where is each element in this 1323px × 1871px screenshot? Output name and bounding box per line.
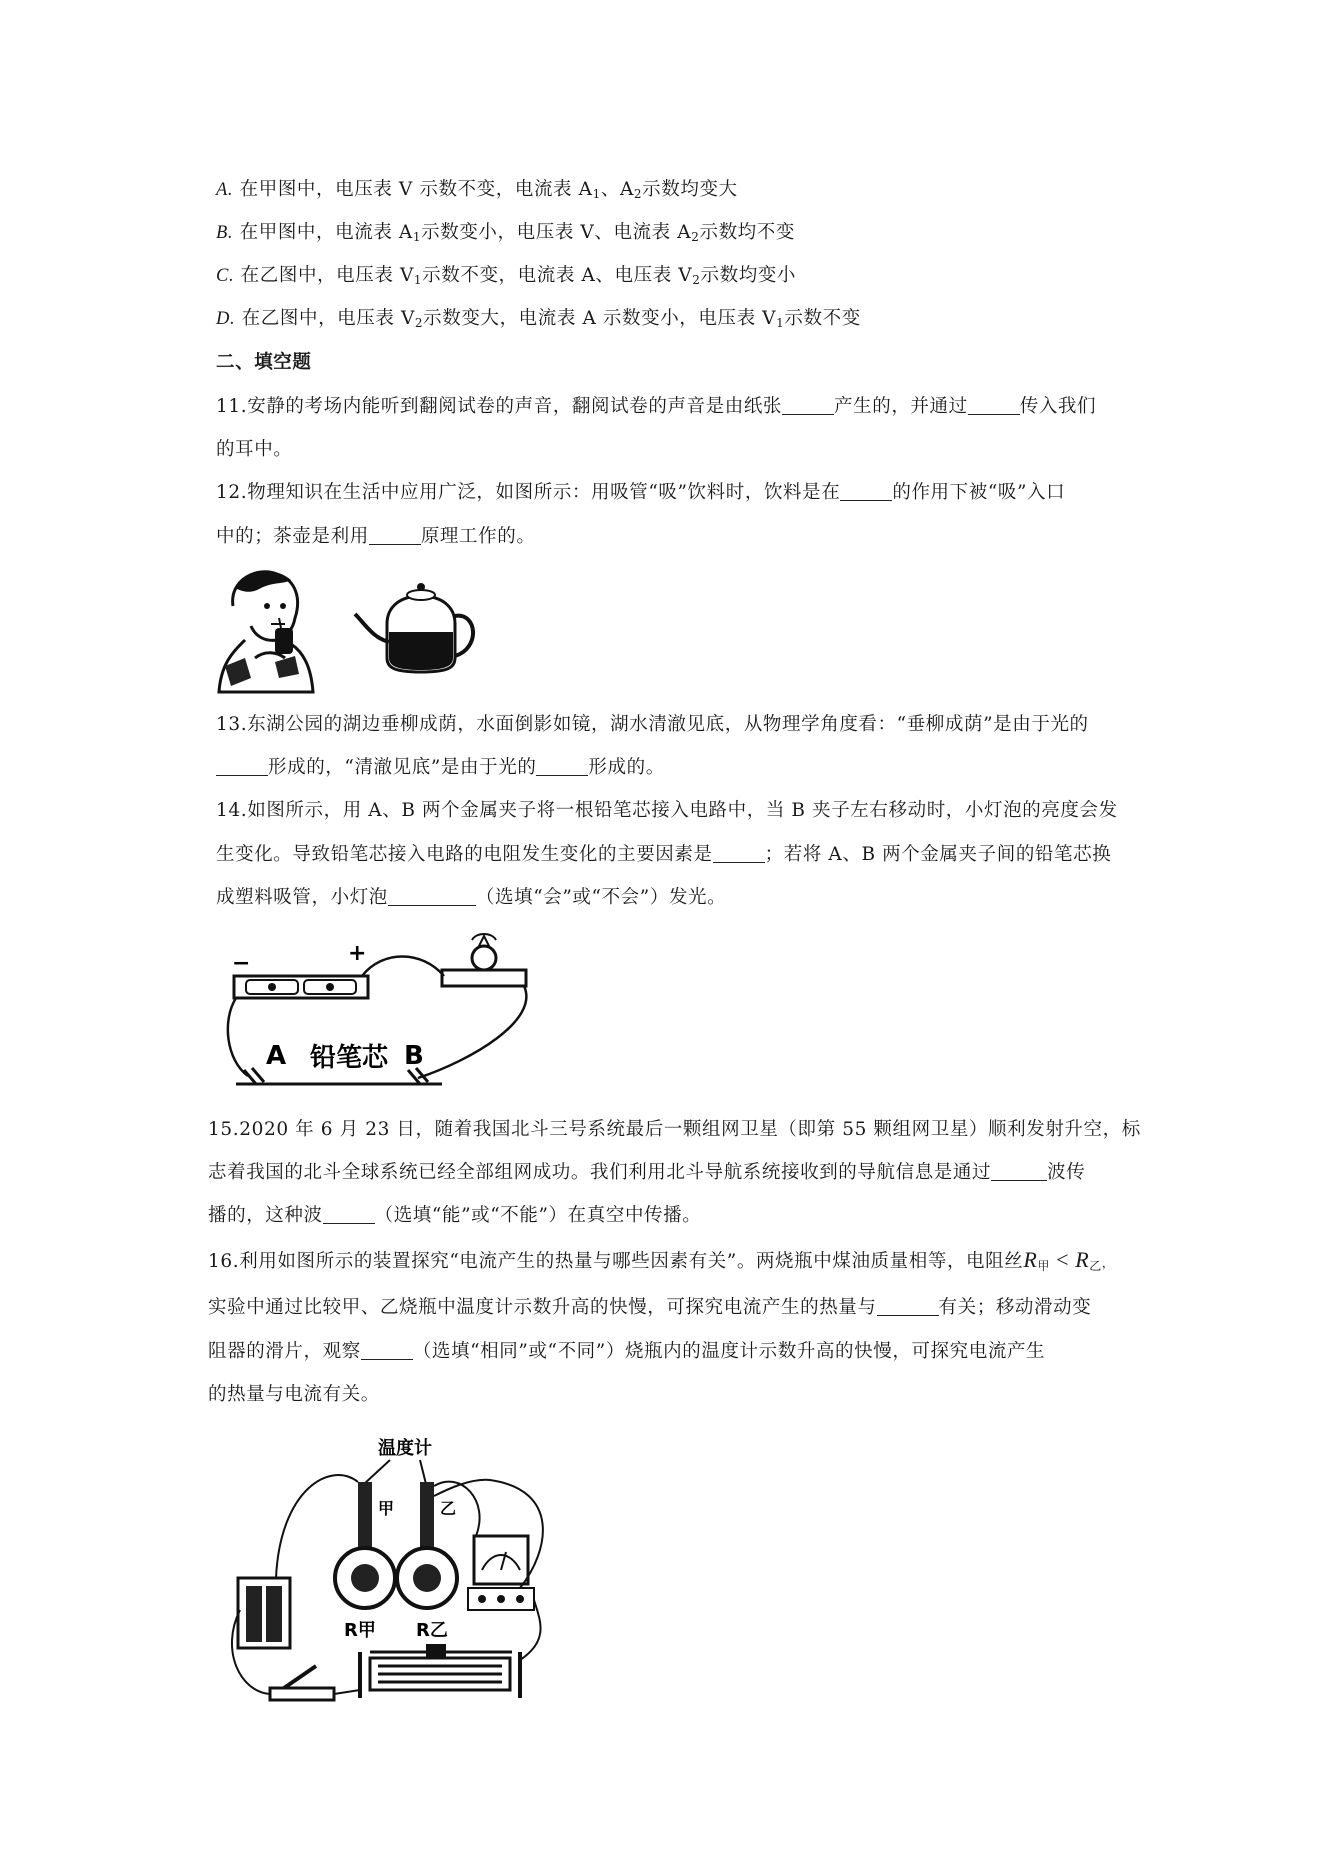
resistor-jia-label: R甲 <box>344 1620 376 1641</box>
option-b: B. 在甲图中，电流表 $A_1$示数变小，电压表 V、电流表 $A_2$示数均不变 <box>216 222 795 244</box>
option-letter: A. <box>216 180 234 200</box>
question-14-line-1: 14.如图所示，用 A、B 两个金属夹子将一根铅笔芯接入电路中，当 B 夹子左右移动时，小灯泡的亮度会发 <box>216 800 1118 821</box>
question-13-line-2: 形成的，“清澈见底”是由于光的 形成的。 <box>216 755 665 781</box>
answer-blank[interactable] <box>536 757 588 776</box>
figure-straw-and-teapot <box>215 566 515 696</box>
option-d: D. 在乙图中，电压表 $V_2$示数变大，电流表 A 示数变小，电压表 $V_1$示数不变 <box>216 308 861 330</box>
answer-blank[interactable] <box>877 1297 939 1316</box>
answer-blank[interactable] <box>968 396 1020 415</box>
option-a: A. 在甲图中，电压表 V 示数不变，电流表 $A_1$、$A_2$示数均变大 <box>216 179 738 201</box>
question-12-line-2: 中的；茶壶是利用 原理工作的。 <box>216 526 536 547</box>
teapot-illustration <box>355 583 473 672</box>
resistance-relation: $R_甲 < R_乙$ <box>1023 1247 1102 1273</box>
question-16-line-4: 的热量与电流有关。 <box>208 1384 380 1405</box>
clip-b-label: B <box>404 1041 424 1071</box>
battery-pack <box>238 1578 290 1648</box>
answer-blank[interactable] <box>323 1205 375 1224</box>
flask-jia-label: 甲 <box>378 1499 395 1518</box>
thermometer-label: 温度计 <box>378 1438 432 1459</box>
question-14-line-2: 生变化。导致铅笔芯接入电路的电阻发生变化的主要因素是 ；若将 A、B 两个金属夹子间的铅笔芯换 <box>216 844 1112 865</box>
question-14-line-3: 成塑料吸管，小灯泡 （选填“会”或“不会”）发光。 <box>216 887 727 908</box>
plus-sign: + <box>348 941 367 966</box>
boy-drinking-illustration <box>219 572 313 692</box>
answer-blank[interactable] <box>782 396 834 415</box>
answer-blank[interactable] <box>369 526 421 545</box>
light-bulb <box>472 946 496 970</box>
ammeter <box>474 1536 528 1584</box>
flask-yi-label: 乙 <box>440 1499 457 1518</box>
answer-blank[interactable] <box>991 1162 1047 1181</box>
figure-pencil-lead-circuit <box>222 930 542 1090</box>
section-title: 二、填空题 <box>216 352 312 373</box>
question-16-line-1: 16.利用如图所示的装置探究“电流产生的热量与哪些因素有关”。两烧瓶中煤油质量相等，电阻丝$R_甲 < R_乙$， <box>208 1247 1115 1273</box>
switch <box>270 1688 334 1700</box>
minus-sign: − <box>232 951 251 976</box>
question-15-line-1: 15.2020 年 6 月 23 日，随着我国北斗三号系统最后一颗组网卫星（即第 55 颗组网卫星）顺利发射升空，标 <box>208 1119 1141 1140</box>
clip-a-label: A <box>266 1041 287 1071</box>
question-12-line-1: 12.物理知识在生活中应用广泛，如图所示：用吸管“吸”饮料时，饮料是在 的作用下被“吸”入口 <box>216 482 1066 503</box>
option-letter: B. <box>216 223 234 243</box>
question-16-line-3: 阻器的滑片，观察 （选填“相同”或“不同”）烧瓶内的温度计示数升高的快慢，可探究电流产生 <box>208 1341 1046 1362</box>
answer-blank[interactable] <box>361 1341 413 1360</box>
thermometer-jia <box>358 1482 372 1554</box>
resistor-yi-label: R乙 <box>416 1620 448 1641</box>
option-letter: D. <box>216 309 236 329</box>
question-16-line-2: 实验中通过比较甲、乙烧瓶中温度计示数升高的快慢，可探究电流产生的热量与 有关；移动滑动变 <box>208 1297 1092 1318</box>
bulb-holder <box>442 970 526 986</box>
question-11-line-2: 的耳中。 <box>216 439 293 460</box>
answer-blank[interactable] <box>713 844 765 863</box>
question-13-line-1: 13.东湖公园的湖边垂柳成荫，水面倒影如镜，湖水清澈见底，从物理学角度看：“垂柳成荫”是由于光的 <box>216 714 1089 735</box>
answer-blank[interactable] <box>388 887 476 906</box>
option-letter: C. <box>216 266 235 286</box>
answer-blank[interactable] <box>840 482 892 501</box>
thermometer-yi <box>420 1482 434 1554</box>
question-11-line-1: 11.安静的考场内能听到翻阅试卷的声音，翻阅试卷的声音是由纸张 产生的，并通过 传入我们 <box>216 396 1097 417</box>
answer-blank[interactable] <box>216 757 268 776</box>
figure-heating-apparatus <box>220 1430 570 1710</box>
pencil-lead-label: 铅笔芯 <box>310 1043 389 1073</box>
question-15-line-2: 志着我国的北斗全球系统已经全部组网成功。我们利用北斗导航系统接收到的导航信息是通过 波传 <box>208 1162 1086 1183</box>
question-15-line-3: 播的，这种波 （选填“能”或“不能”）在真空中传播。 <box>208 1205 702 1226</box>
option-c: C. 在乙图中，电压表 $V_1$示数不变，电流表 A、电压表 $V_2$示数均变小 <box>216 265 797 287</box>
